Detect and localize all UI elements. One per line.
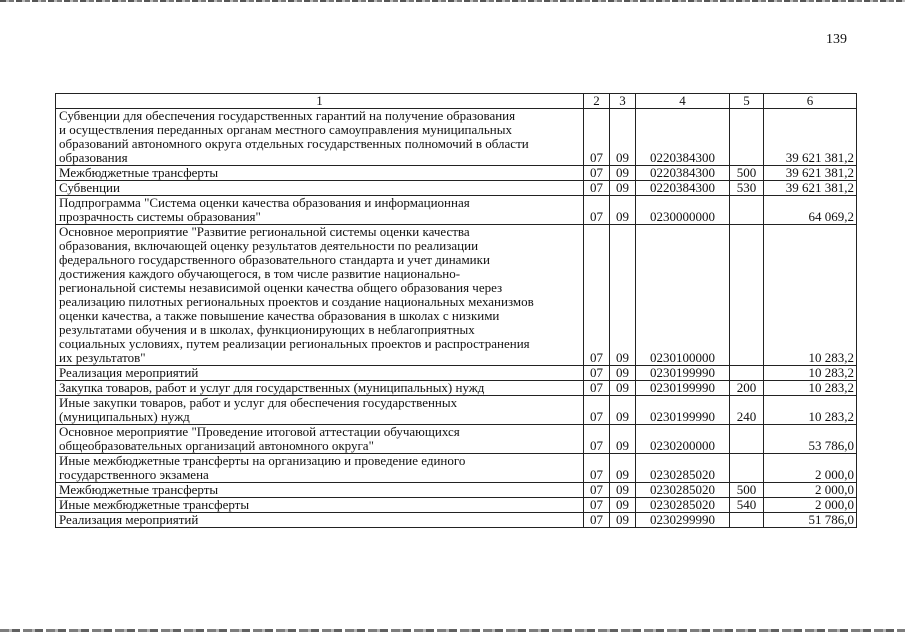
expense-type-code bbox=[730, 196, 764, 225]
subsection-code: 09 bbox=[610, 513, 636, 528]
target-item-code: 0220384300 bbox=[636, 109, 730, 166]
subsection-code: 09 bbox=[610, 425, 636, 454]
target-item-code: 0220384300 bbox=[636, 181, 730, 196]
row-name bbox=[56, 498, 584, 513]
row-name-line: Субвенции bbox=[59, 180, 120, 195]
subsection-code: 09 bbox=[610, 454, 636, 483]
expense-type-code: 530 bbox=[730, 181, 764, 196]
table-row bbox=[56, 196, 857, 225]
expense-type-code bbox=[730, 366, 764, 381]
row-name-line: Иные межбюджетные трансферты на организацию и проведение единого bbox=[59, 453, 466, 468]
row-name-line: государственного экзамена bbox=[59, 467, 209, 482]
table-row bbox=[56, 396, 857, 425]
amount: 10 283,2 bbox=[764, 381, 857, 396]
row-name bbox=[56, 513, 584, 528]
expense-type-code: 240 bbox=[730, 396, 764, 425]
section-code: 07 bbox=[584, 513, 610, 528]
row-name-line: Субвенции для обеспечения государственных гарантий на получение образования bbox=[59, 108, 516, 123]
row-name-line: образования bbox=[59, 150, 128, 165]
target-item-code: 0230285020 bbox=[636, 498, 730, 513]
row-name bbox=[56, 381, 584, 396]
section-code: 07 bbox=[584, 181, 610, 196]
section-code: 07 bbox=[584, 109, 610, 166]
section-code: 07 bbox=[584, 483, 610, 498]
row-name-line: Основное мероприятие "Развитие региональной системы оценки качества bbox=[59, 224, 470, 239]
section-code: 07 bbox=[584, 366, 610, 381]
target-item-code: 0230285020 bbox=[636, 483, 730, 498]
row-name-line: Реализация мероприятий bbox=[59, 512, 199, 527]
subsection-code: 09 bbox=[610, 396, 636, 425]
row-name-line: достижения каждого обучающегося, в том числе развитие национально- bbox=[59, 266, 461, 281]
table-row bbox=[56, 181, 857, 196]
section-code: 07 bbox=[584, 225, 610, 366]
header-col-5: 5 bbox=[730, 94, 764, 109]
page-number: 139 bbox=[826, 32, 847, 47]
row-name-line: и осуществления переданных органам местного самоуправления муниципальных bbox=[59, 122, 512, 137]
row-name-line: федерального государственного образовательного стандарта и учет динамики bbox=[59, 252, 490, 267]
table-row bbox=[56, 366, 857, 381]
target-item-code: 0230000000 bbox=[636, 196, 730, 225]
amount: 39 621 381,2 bbox=[764, 109, 857, 166]
subsection-code: 09 bbox=[610, 109, 636, 166]
subsection-code: 09 bbox=[610, 498, 636, 513]
row-name-line: образований автономного округа отдельных государственных полномочий в области bbox=[59, 136, 529, 151]
expense-type-code: 500 bbox=[730, 166, 764, 181]
row-name-line: образования, включающей оценку результатов деятельности по реализации bbox=[59, 238, 479, 253]
section-code: 07 bbox=[584, 396, 610, 425]
row-name-line: результатами обучения и в школах, функционирующих в неблагоприятных bbox=[59, 322, 475, 337]
row-name bbox=[56, 166, 584, 181]
target-item-code: 0230200000 bbox=[636, 425, 730, 454]
header-col-3: 3 bbox=[610, 94, 636, 109]
target-item-code: 0230199990 bbox=[636, 381, 730, 396]
table-row bbox=[56, 483, 857, 498]
row-name-line: региональной системы независимой оценки качества общего образования через bbox=[59, 280, 503, 295]
amount: 2 000,0 bbox=[764, 454, 857, 483]
row-name-line: Подпрограмма "Система оценки качества образования и информационная bbox=[59, 195, 470, 210]
expense-type-code bbox=[730, 225, 764, 366]
subsection-code: 09 bbox=[610, 196, 636, 225]
row-name-line: Межбюджетные трансферты bbox=[59, 482, 219, 497]
row-name bbox=[56, 396, 584, 425]
row-name-line: общеобразовательных организаций автономного округа" bbox=[59, 438, 374, 453]
expense-type-code bbox=[730, 425, 764, 454]
row-name-line: Иные закупки товаров, работ и услуг для обеспечения государственных bbox=[59, 395, 458, 410]
table-row bbox=[56, 225, 857, 366]
expense-type-code bbox=[730, 109, 764, 166]
subsection-code: 09 bbox=[610, 366, 636, 381]
row-name bbox=[56, 366, 584, 381]
row-name-line: прозрачность системы образования" bbox=[59, 209, 261, 224]
table-row bbox=[56, 454, 857, 483]
table-row bbox=[56, 166, 857, 181]
row-name-line: их результатов" bbox=[59, 350, 146, 365]
table-row bbox=[56, 109, 857, 166]
row-name-line: Реализация мероприятий bbox=[59, 365, 199, 380]
bottom-scan-edge bbox=[0, 629, 905, 632]
amount: 51 786,0 bbox=[764, 513, 857, 528]
target-item-code: 0230299990 bbox=[636, 513, 730, 528]
target-item-code: 0230199990 bbox=[636, 366, 730, 381]
row-name-line: Иные межбюджетные трансферты bbox=[59, 497, 250, 512]
row-name-line: (муниципальных) нужд bbox=[59, 409, 190, 424]
target-item-code: 0220384300 bbox=[636, 166, 730, 181]
row-name bbox=[56, 225, 584, 366]
top-scan-edge bbox=[0, 0, 905, 2]
row-name bbox=[56, 196, 584, 225]
amount: 10 283,2 bbox=[764, 366, 857, 381]
expense-type-code: 200 bbox=[730, 381, 764, 396]
amount: 2 000,0 bbox=[764, 498, 857, 513]
amount: 64 069,2 bbox=[764, 196, 857, 225]
expense-type-code bbox=[730, 454, 764, 483]
subsection-code: 09 bbox=[610, 381, 636, 396]
subsection-code: 09 bbox=[610, 225, 636, 366]
amount: 10 283,2 bbox=[764, 396, 857, 425]
row-name-line: Межбюджетные трансферты bbox=[59, 165, 219, 180]
subsection-code: 09 bbox=[610, 483, 636, 498]
header-row bbox=[56, 94, 857, 109]
row-name bbox=[56, 109, 584, 166]
row-name-line: социальных условиях, путем реализации региональных проектов и распространения bbox=[59, 336, 530, 351]
section-code: 07 bbox=[584, 196, 610, 225]
amount: 10 283,2 bbox=[764, 225, 857, 366]
section-code: 07 bbox=[584, 166, 610, 181]
amount: 2 000,0 bbox=[764, 483, 857, 498]
table-body bbox=[56, 109, 857, 528]
subsection-code: 09 bbox=[610, 166, 636, 181]
expense-type-code bbox=[730, 513, 764, 528]
row-name bbox=[56, 181, 584, 196]
section-code: 07 bbox=[584, 454, 610, 483]
section-code: 07 bbox=[584, 498, 610, 513]
row-name-line: Основное мероприятие "Проведение итоговой аттестации обучающихся bbox=[59, 424, 460, 439]
row-name bbox=[56, 425, 584, 454]
header-col-2: 2 bbox=[584, 94, 610, 109]
table-row bbox=[56, 425, 857, 454]
row-name-line: оценки качества, а также повышение качества образования в школах с низкими bbox=[59, 308, 500, 323]
header-col-6: 6 bbox=[764, 94, 857, 109]
table-row bbox=[56, 381, 857, 396]
target-item-code: 0230100000 bbox=[636, 225, 730, 366]
expense-type-code: 500 bbox=[730, 483, 764, 498]
header-col-1: 1 bbox=[56, 94, 584, 109]
subsection-code: 09 bbox=[610, 181, 636, 196]
section-code: 07 bbox=[584, 381, 610, 396]
budget-table bbox=[55, 93, 857, 528]
expense-type-code: 540 bbox=[730, 498, 764, 513]
amount: 39 621 381,2 bbox=[764, 166, 857, 181]
row-name-line: Закупка товаров, работ и услуг для государственных (муниципальных) нужд bbox=[59, 380, 485, 395]
header-col-4: 4 bbox=[636, 94, 730, 109]
target-item-code: 0230199990 bbox=[636, 396, 730, 425]
amount: 39 621 381,2 bbox=[764, 181, 857, 196]
target-item-code: 0230285020 bbox=[636, 454, 730, 483]
amount: 53 786,0 bbox=[764, 425, 857, 454]
table-row bbox=[56, 498, 857, 513]
row-name-line: реализацию пилотных региональных проектов и создание национальных механизмов bbox=[59, 294, 534, 309]
row-name bbox=[56, 454, 584, 483]
section-code: 07 bbox=[584, 425, 610, 454]
row-name bbox=[56, 483, 584, 498]
table-row bbox=[56, 513, 857, 528]
